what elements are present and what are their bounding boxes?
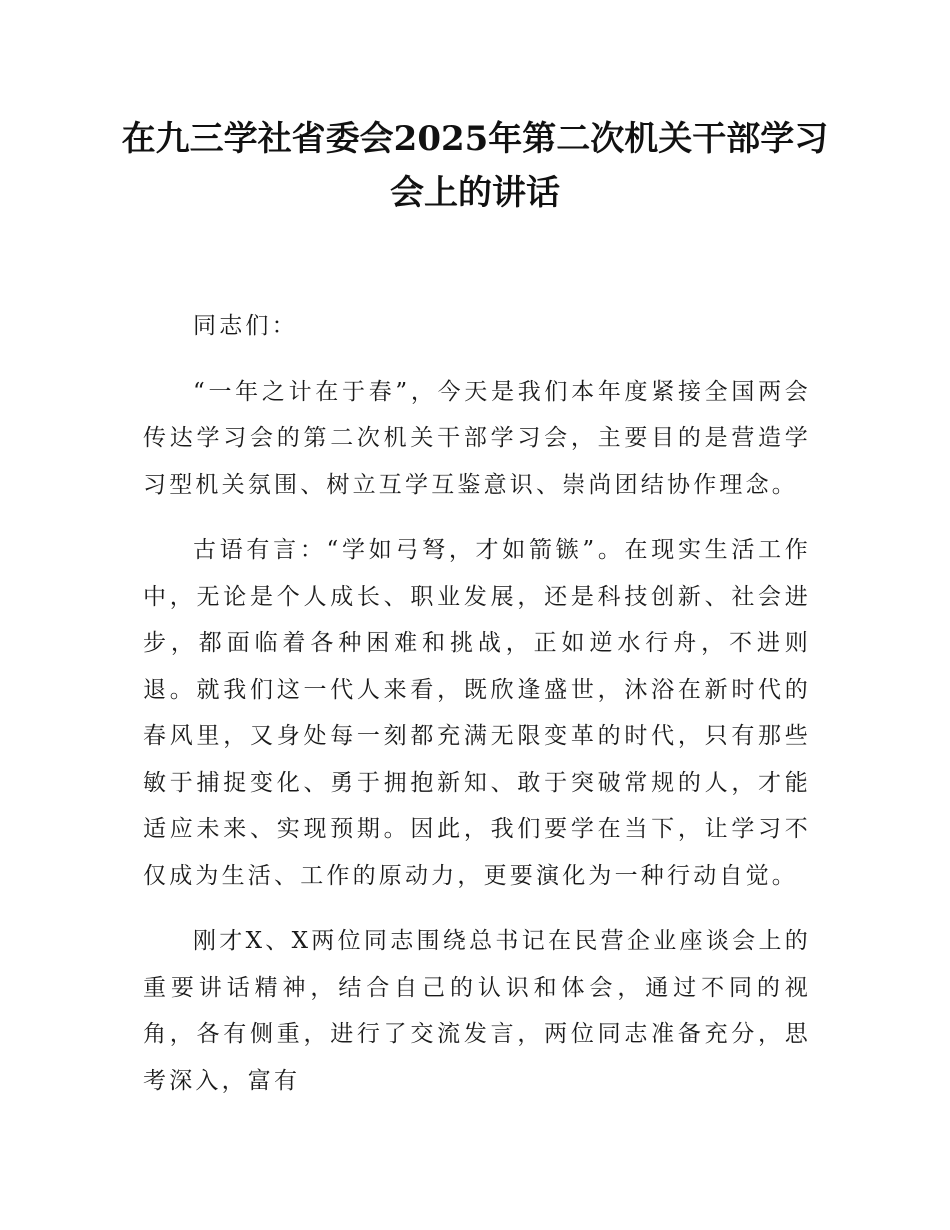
document-title: 在九三学社省委会2025年第二次机关干部学习会上的讲话: [121, 119, 829, 213]
salutation: 同志们：: [193, 313, 298, 339]
document-body: [143, 303, 811, 1123]
paragraph-2: 古语有言：“学如弓弩，才如箭镞”。在现实生活工作中，无论是个人成长、职业发展，还是科技创新、社会进步，都面临着各种困难和挑战，正如逆水行舟，不进则退。就我们这一代人来看，既欣逢盛世，沐浴在新时代的春风里，又身处每一刻都充满无限变革的时代，只有那些敏于捕捉变化、勇于拥抱新知、敢于突破常规的人，才能适应未来、实现预期。因此，我们要学在当下，让学习不仅成为生活、工作的原动力，更要演化为一种行动自觉。: [143, 537, 811, 889]
paragraph-3: 刚才X、X两位同志围绕总书记在民营企业座谈会上的重要讲话精神，结合自己的认识和体会，通过不同的视角，各有侧重，进行了交流发言，两位同志准备充分，思考深入，富有: [143, 928, 811, 1094]
paragraph-1: “一年之计在于春”，今天是我们本年度紧接全国两会传达学习会的第二次机关干部学习会，主要目的是营造学习型机关氛围、树立互学互鉴意识、崇尚团结协作理念。: [143, 378, 811, 498]
